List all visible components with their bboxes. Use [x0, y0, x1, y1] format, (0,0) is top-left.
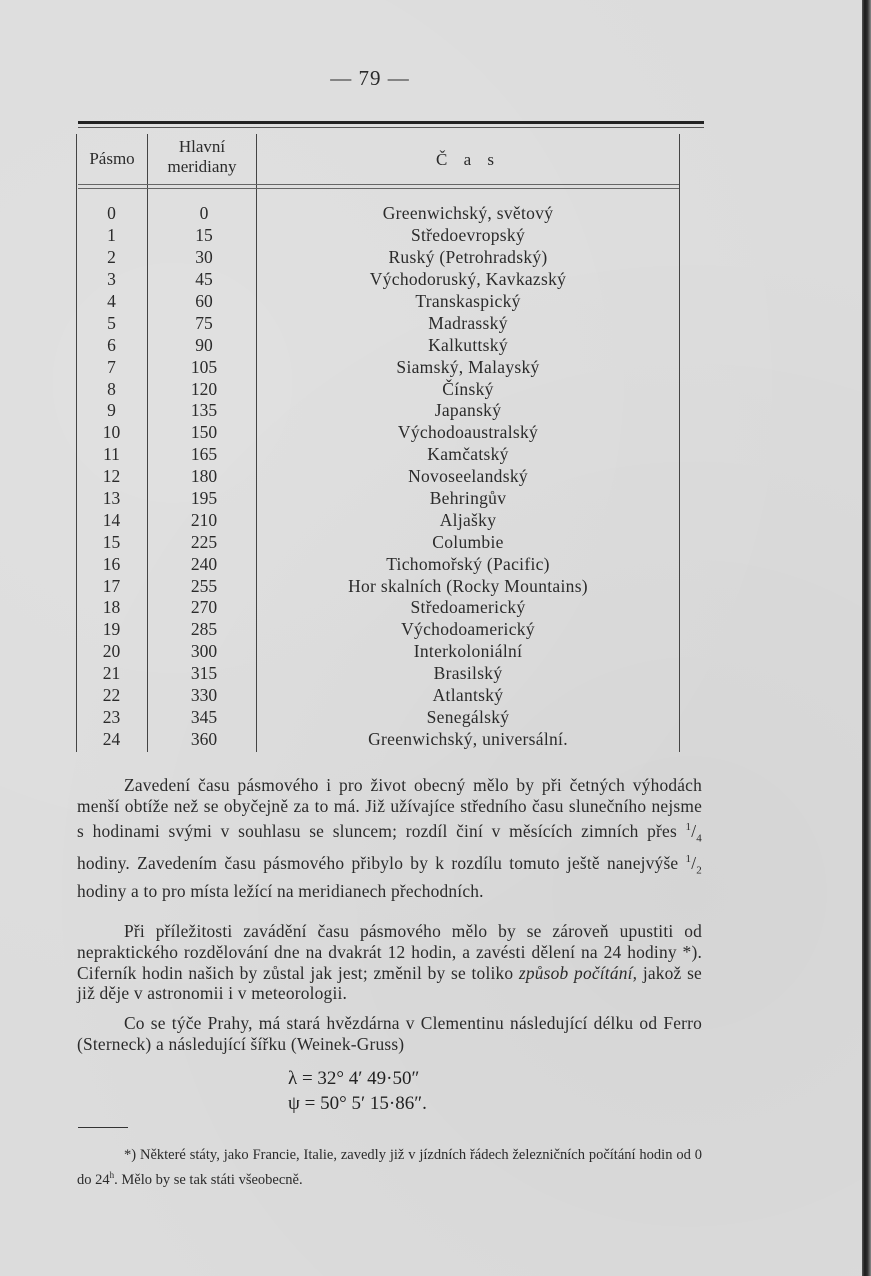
formula-latitude: ψ = 50° 5′ 15·86″. [288, 1093, 427, 1114]
time-cell: Madrasský [428, 312, 508, 333]
zone-cell: 8 [107, 378, 116, 399]
paragraph-1: Zavedení času pásmového i pro život obecný mělo by při četných výhodách menší obtíže než se obyčejně za to má. Již užívajíce středního času slunečního nejsme s hodinami svými v souhlasu se sluncem; rozdíl činí v měsících zimních přes $^1/_4$ hodiny. Zavedením času pásmového přibylo by k rozdílu tomuto ještě nanejvýše $^1/_2$ hodiny a to pro místa ležící na meridianech přechodních. [77, 775, 702, 901]
table-row [76, 225, 680, 247]
page-number: — 79 — [330, 66, 410, 90]
paragraph-1-text-b: hodiny. Zavedením času pásmového přibylo by k rozdílu tomuto ještě nanejvýše [77, 852, 686, 873]
time-cell: Tichomořský (Pacific) [386, 553, 550, 574]
footnote [77, 1145, 702, 1190]
meridian-cell: 300 [190, 641, 218, 662]
zone-cell: 10 [102, 422, 121, 443]
header-rule-1 [78, 184, 679, 185]
table-row [76, 291, 680, 313]
table-row [76, 203, 680, 225]
meridian-cell: 255 [190, 575, 218, 596]
fraction-denominator: 4 [696, 831, 702, 844]
footnote-text-b: . Mělo by se tak státi všeobecně. [114, 1171, 303, 1188]
zone-cell: 21 [102, 663, 121, 684]
zone-cell: 19 [102, 619, 121, 640]
meridian-cell: 195 [190, 488, 218, 509]
time-cell: Transkaspický [415, 291, 521, 311]
table-row [76, 641, 680, 663]
meridian-cell: 240 [190, 553, 218, 574]
zone-cell: 3 [107, 269, 116, 290]
time-cell: Ruský (Petrohradský) [388, 247, 548, 268]
meridian-cell: 285 [190, 619, 218, 640]
table-row [76, 334, 680, 356]
zone-cell: 15 [102, 531, 121, 552]
header-zone: Pásmo [89, 149, 135, 168]
meridian-cell: 330 [190, 685, 218, 706]
paragraph-1-text-a: Zavedení času pásmového i pro život obecný mělo by při četných výhodách menší obtíže než se obyčejně za to má. Již užívajíce středního času slunečního nejsme s hodinami svými v souhlasu se sluncem; rozdíl činí v měsících zimních přes [77, 775, 702, 841]
time-cell: Atlantský [432, 685, 504, 706]
meridian-cell: 90 [195, 334, 213, 355]
paragraph-3: Co se týče Prahy, má stará hvězdárna v Clementinu následující délku od Ferro (Sterneck) a následující šířku (Weinek-Gruss) [77, 1013, 702, 1054]
table-top-rule-thin [78, 127, 704, 128]
time-cell: Hor skalních (Rocky Mountains) [348, 575, 588, 596]
header-rule-2 [78, 188, 679, 189]
zone-cell: 9 [107, 400, 116, 421]
header-meridian [148, 137, 256, 177]
zone-cell: 1 [107, 225, 116, 246]
meridian-cell: 135 [190, 400, 218, 421]
zone-cell: 22 [102, 685, 121, 706]
table-row [76, 728, 680, 750]
table-row [76, 444, 680, 466]
table-row [76, 422, 680, 444]
table-row [76, 619, 680, 641]
zone-cell: 14 [102, 509, 121, 530]
footnote-text-a: *) Některé státy, jako Francie, Italie, zavedly již v jízdních řádech železničních počítání hodin od 0 do 24 [77, 1147, 702, 1188]
time-cell: Středoevropský [410, 225, 526, 246]
zone-cell: 4 [107, 291, 116, 311]
zone-cell: 24 [102, 728, 121, 749]
time-cell: Brasilský [433, 663, 503, 684]
time-cell: Japanský [434, 400, 502, 421]
table-row [76, 312, 680, 334]
meridian-cell: 270 [190, 597, 218, 618]
zone-cell: 5 [107, 312, 116, 333]
time-cell: Siamský, Malayský [396, 356, 540, 377]
time-cell: Východoruský, Kavkazský [369, 269, 567, 290]
meridian-cell: 15 [195, 225, 213, 246]
footnote-rule [78, 1127, 128, 1128]
time-cell: Aljašky [439, 509, 497, 530]
table-row [76, 575, 680, 597]
table-row [76, 378, 680, 400]
formula-longitude: λ = 32° 4′ 49·50″ [288, 1068, 420, 1089]
meridian-cell: 180 [190, 466, 218, 487]
footnote-superscript: h [109, 1170, 115, 1180]
table-row [76, 488, 680, 510]
zone-cell: 17 [102, 575, 121, 596]
time-cell: Východoaustralský [397, 422, 539, 443]
paragraph-2 [77, 921, 702, 1004]
time-cell: Kamčatský [427, 444, 509, 465]
table-row [76, 466, 680, 488]
paragraph-2-text-a: Při příležitosti zavádění času pásmového mělo by se zároveň upustiti od nepraktického rozdělování dne na dvakrát 12 hodin, a zavésti dělení na 24 hodiny *). Ciferník hodin našich by zůstal jak jest; změnil by se toliko [77, 921, 702, 983]
fraction-numerator: 1 [685, 852, 692, 865]
time-cell: Interkoloniální [413, 641, 523, 662]
table-row [76, 247, 680, 269]
meridian-cell: 225 [190, 531, 218, 552]
zone-cell: 13 [102, 488, 121, 509]
time-cell: Behringův [429, 488, 507, 509]
header-time: Č a s [436, 150, 500, 169]
table-top-rule-thick [78, 121, 704, 124]
time-cell: Greenwichský, universální. [368, 728, 568, 749]
header-meridian-line1: Hlavní [178, 137, 226, 156]
zone-cell: 0 [107, 203, 116, 224]
zone-cell: 23 [102, 706, 121, 727]
table-row [76, 685, 680, 707]
meridian-cell: 315 [190, 663, 218, 684]
table-row [76, 531, 680, 553]
meridian-cell: 210 [190, 509, 218, 530]
time-cell: Čínský [442, 378, 494, 399]
table-row [76, 597, 680, 619]
table-row [76, 400, 680, 422]
fraction-denominator: 2 [696, 863, 702, 876]
book-spine-edge [862, 0, 871, 1276]
zone-cell: 2 [107, 247, 116, 268]
zone-cell: 12 [102, 466, 121, 487]
paragraph-2-italic: způsob počítání, [518, 962, 638, 983]
meridian-cell: 75 [195, 312, 213, 333]
meridian-cell: 45 [195, 269, 213, 290]
zone-cell: 11 [103, 444, 120, 465]
meridian-cell: 120 [190, 378, 218, 399]
meridian-cell: 0 [199, 203, 209, 224]
meridian-cell: 165 [190, 444, 218, 465]
zone-cell: 20 [102, 641, 121, 662]
header-meridian-line2: meridiany [167, 157, 237, 176]
time-cell: Senegálský [426, 706, 510, 727]
meridian-cell: 105 [190, 356, 218, 377]
meridian-cell: 345 [190, 706, 218, 727]
table-row [76, 706, 680, 728]
table-row [76, 269, 680, 291]
time-cell: Novoseelandský [408, 466, 528, 487]
paragraph-1-text-c: hodiny a to pro místa ležící na meridianech přechodních. [77, 880, 484, 901]
zone-cell: 16 [102, 553, 121, 574]
paragraph-2-text-b: jakož se již děje v astronomii i v meteorologii. [77, 962, 702, 1004]
table-row [76, 356, 680, 378]
time-cell: Columbie [432, 531, 504, 552]
table-body [76, 203, 680, 750]
table-row [76, 553, 680, 575]
table-row [76, 663, 680, 685]
table-row [76, 509, 680, 531]
time-cell: Východoamerický [401, 619, 535, 640]
meridian-cell: 30 [195, 247, 213, 268]
fraction-numerator: 1 [685, 820, 692, 833]
meridian-cell: 60 [195, 291, 213, 311]
zone-cell: 6 [107, 334, 116, 355]
time-cell: Kalkuttský [428, 334, 508, 355]
meridian-cell: 150 [190, 422, 218, 443]
meridian-cell: 360 [190, 728, 218, 749]
time-cell: Středoamerický [410, 597, 526, 618]
zone-cell: 7 [107, 356, 116, 377]
time-cell: Greenwichský, světový [382, 203, 554, 224]
zone-cell: 18 [102, 597, 121, 618]
